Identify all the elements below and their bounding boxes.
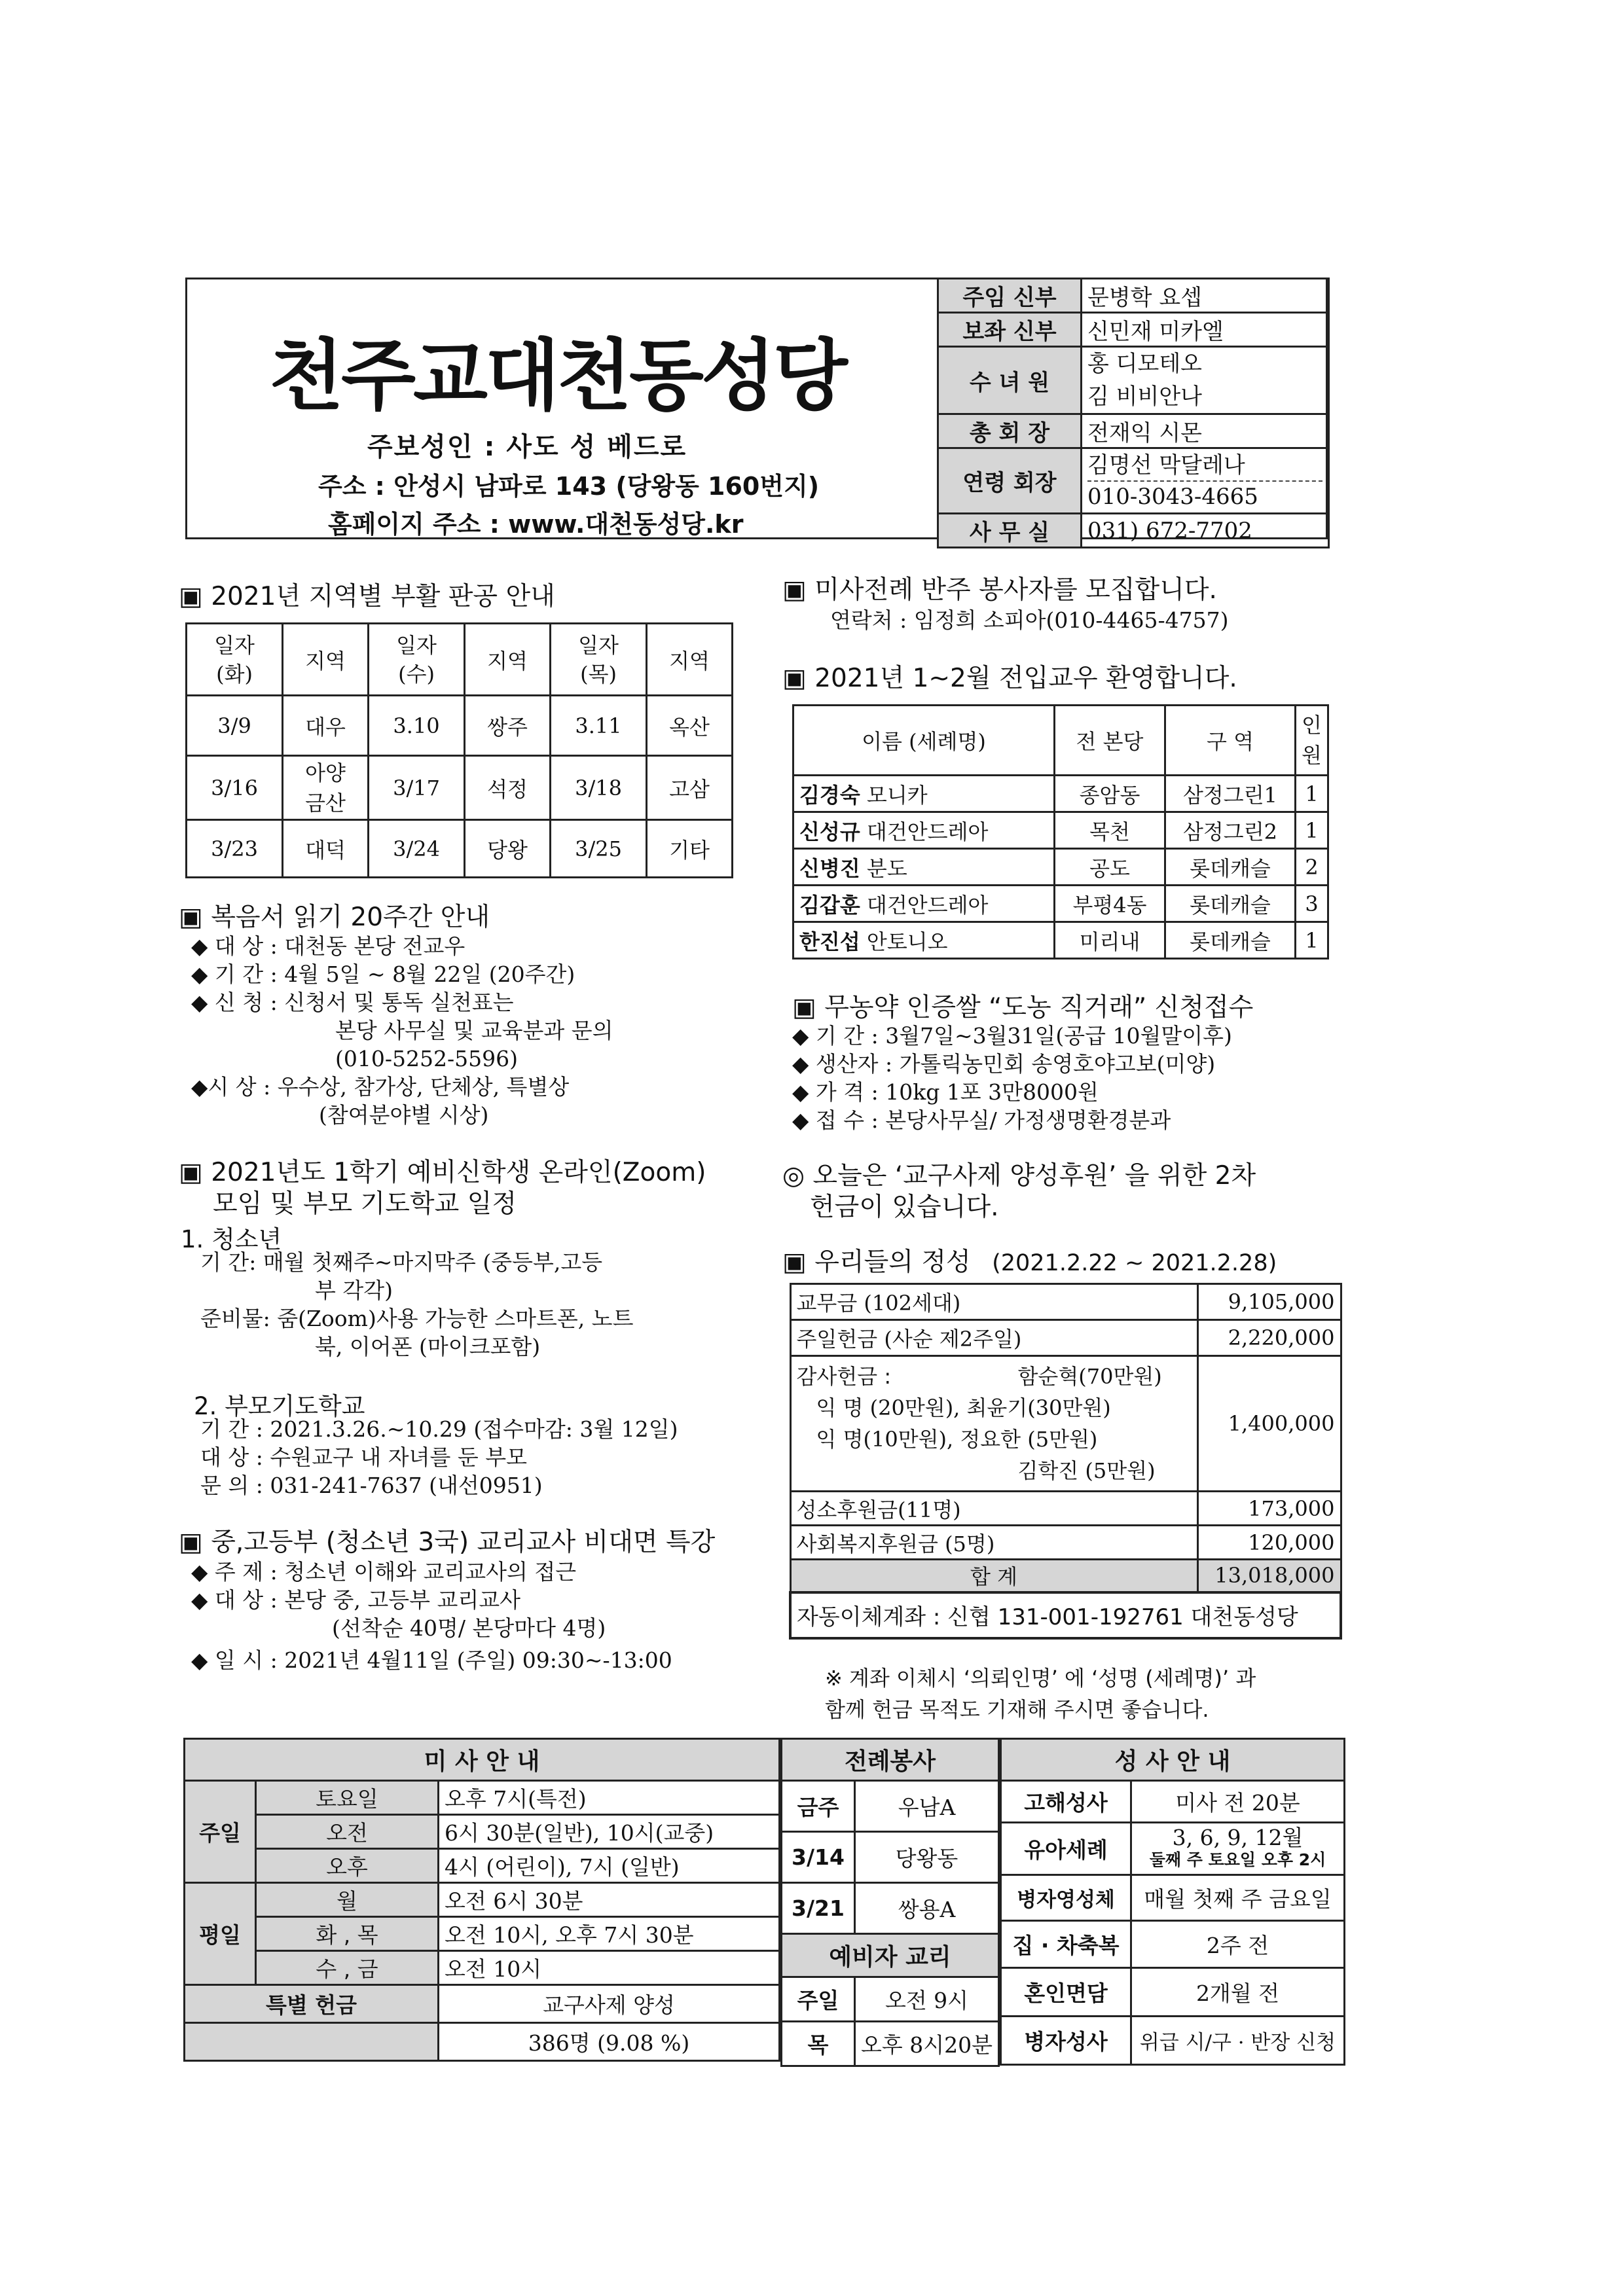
sacrament-info-cell (1131, 1823, 1345, 1875)
offering-amount: 120,000 (1197, 1526, 1341, 1560)
easter-table (185, 622, 733, 878)
seminary-heading-line: 모임 및 부모 기도학교 일정 (213, 1189, 517, 1219)
staff-role: 보좌 신부 (938, 313, 1082, 347)
table-row (1001, 1823, 1345, 1875)
table-row (1001, 1875, 1345, 1921)
easter-area: 쌍주 (465, 696, 551, 756)
sacrament-name: 집 · 차축복 (1001, 1921, 1131, 1968)
sacrament-name: 병자영성체 (1001, 1875, 1131, 1921)
easter-date: 3/17 (368, 756, 464, 820)
table-row (793, 886, 1328, 922)
staff-role: 주임 신부 (938, 279, 1082, 313)
mass-sunday-label: 주일 (185, 1781, 256, 1883)
offering-note-line: 함께 헌금 목적도 기재해 주시면 좋습니다. (825, 1697, 1209, 1722)
mass-time: 4시 (어린이), 7시 (일반) (439, 1849, 780, 1883)
staff-table (937, 278, 1330, 548)
easter-date: 3/24 (368, 820, 464, 878)
staff-role: 연령 회장 (938, 448, 1082, 514)
offering-total-label: 합 계 (790, 1560, 1197, 1592)
newcomers-col: 인 원 (1296, 706, 1328, 776)
table-row (793, 812, 1328, 849)
staff-name: 031) 672-7702 (1082, 514, 1329, 548)
table-row (782, 1832, 999, 1883)
liturgy-title: 전례봉사 (782, 1739, 999, 1781)
newcomer-baptismal: 대건안드레아 (866, 892, 989, 918)
table-row (790, 1356, 1341, 1492)
newcomer-district: 롯데캐슬 (1165, 886, 1296, 922)
easter-col-area: 지역 (465, 624, 551, 696)
easter-col-area: 지역 (283, 624, 369, 696)
mass-day: 월 (256, 1883, 439, 1917)
mass-table (183, 1738, 780, 2062)
newcomers-col: 이름 (세례명) (793, 706, 1055, 776)
mass-day: 오전 (256, 1815, 439, 1849)
easter-area: 당왕 (465, 820, 551, 878)
gospel-line: (010-5252-5596) (335, 1046, 519, 1071)
easter-heading: ▣ 2021년 지역별 부활 판공 안내 (179, 582, 555, 611)
newcomers-col: 전 본당 (1055, 706, 1165, 776)
easter-area: 석정 (465, 756, 551, 820)
mass-day: 수 , 금 (256, 1951, 439, 1985)
seminary-line: 대 상 : 수원교구 내 자녀를 둔 부모 (200, 1444, 527, 1470)
table-row (790, 1284, 1341, 1320)
offering-amount: 173,000 (1197, 1492, 1341, 1526)
rice-line: ◆ 생산자 : 가톨릭농민회 송영호야고보(미양) (792, 1051, 1216, 1077)
offering-note-block (825, 1662, 1256, 1725)
sacrament-info: 3, 6, 9, 12월 (1172, 1824, 1304, 1850)
staff-name: 홍 디모테오 (1087, 351, 1203, 377)
table-row (185, 1781, 780, 1815)
staff-name: 김명선 막달레나 (1087, 450, 1322, 482)
newcomers-table (792, 704, 1329, 960)
staff-name: 전재익 시몬 (1082, 414, 1329, 448)
special-offering-blank (185, 2023, 439, 2061)
newcomer-name (793, 922, 1055, 959)
offering-total-amount: 13,018,000 (1197, 1560, 1341, 1592)
offering-amount: 9,105,000 (1197, 1284, 1341, 1320)
staff-phone: 010-3043-4665 (1087, 483, 1258, 510)
easter-col-date: 일자 (목) (550, 624, 646, 696)
offering-note: (사순 제2주일) (884, 1327, 1022, 1352)
easter-date: 3.11 (550, 696, 646, 756)
sacrament-info: 매월 첫째 주 금요일 (1131, 1875, 1345, 1921)
teacher-line: ◆ 대 상 : 본당 중, 고등부 교리교사 (191, 1587, 520, 1613)
table-row (1001, 1781, 1345, 1823)
teacher-body (191, 1558, 672, 1674)
offering-label (790, 1320, 1197, 1356)
table-row (790, 1526, 1341, 1560)
table-row (185, 1815, 780, 1849)
catechumen-time: 오전 9시 (855, 1977, 999, 2022)
seminary-line: 기 간: 매월 첫째주~마지막주 (중등부,고등 (200, 1249, 603, 1275)
sacrament-info: 2개월 전 (1131, 1968, 1345, 2017)
table-row (793, 849, 1328, 886)
newcomer-count: 3 (1296, 886, 1328, 922)
mass-time: 오전 10시, 오후 7시 30분 (439, 1917, 780, 1951)
offering-label (790, 1284, 1197, 1320)
seminary-heading (179, 1157, 706, 1220)
offering-label-text: 주일헌금 (796, 1327, 878, 1352)
easter-date: 3.10 (368, 696, 464, 756)
offering-label-text: 성소후원금 (796, 1497, 898, 1522)
special-offering-count: 386명 (9.08 %) (439, 2023, 780, 2061)
sacrament-name: 혼인면담 (1001, 1968, 1131, 2017)
table-row (782, 2022, 999, 2066)
staff-role: 총 회 장 (938, 414, 1082, 448)
offering-detail: 익 명(10만원), 정요한 (5만원) (816, 1427, 1098, 1452)
catechumen-day: 목 (782, 2022, 855, 2066)
newcomer-name (793, 886, 1055, 922)
easter-area: 아양 금산 (283, 756, 369, 820)
altar-contact: 연락처 : 임정희 소피아(010-4465-4757) (830, 607, 1229, 633)
sacrament-title: 성 사 안 내 (1001, 1739, 1345, 1781)
mass-time: 오후 7시(특전) (439, 1781, 780, 1815)
seminary-line: 북, 이어폰 (마이크포함) (315, 1334, 541, 1359)
newcomers-heading: ▣ 2021년 1~2월 전입교우 환영합니다. (782, 664, 1237, 693)
table-row (790, 1560, 1341, 1592)
newcomer-count: 2 (1296, 849, 1328, 886)
newcomer-name (793, 812, 1055, 849)
seminary-line: 기 간 : 2021.3.26.~10.29 (접수마감: 3월 12일) (200, 1416, 678, 1442)
table-row (790, 1492, 1341, 1526)
newcomer-name (793, 849, 1055, 886)
table-row (793, 776, 1328, 812)
newcomer-district: 롯데캐슬 (1165, 849, 1296, 886)
offering-label-text: 감사헌금 : (796, 1364, 892, 1389)
seminary-line: 부 각각) (315, 1278, 393, 1303)
offering-label (790, 1492, 1197, 1526)
catechumen-title: 예비자 교리 (782, 1934, 999, 1977)
easter-area: 대덕 (283, 820, 369, 878)
easter-date: 3/18 (550, 756, 646, 820)
newcomer-parish: 공도 (1055, 849, 1165, 886)
offering-note-line: ※ 계좌 이체시 ‘의뢰인명’ 에 ‘성명 (세례명)’ 과 (825, 1666, 1256, 1691)
catechumen-day: 주일 (782, 1977, 855, 2022)
easter-date: 3/16 (187, 756, 283, 820)
easter-date: 3/9 (187, 696, 283, 756)
table-row (1001, 1968, 1345, 2017)
gospel-line: (참여분야별 시상) (319, 1102, 489, 1128)
newcomer-baptismal: 안토니오 (866, 929, 948, 954)
easter-area: 옥산 (647, 696, 733, 756)
offering-detail: 익 명 (20만원), 최윤기(30만원) (816, 1395, 1111, 1420)
newcomer-district: 롯데캐슬 (1165, 922, 1296, 959)
staff-role: 수 녀 원 (938, 347, 1082, 414)
table-row (185, 1917, 780, 1951)
newcomer-baptismal: 분도 (866, 855, 907, 881)
newcomer-name (793, 776, 1055, 812)
teacher-line: ◆ 일 시 : 2021년 4월11일 (주일) 09:30~-13:00 (191, 1647, 672, 1673)
sacrament-name: 유아세례 (1001, 1823, 1131, 1875)
seminary-line: 문 의 : 031-241-7637 (내선0951) (200, 1473, 543, 1498)
gospel-heading: ▣ 복음서 읽기 20주간 안내 (179, 903, 490, 932)
special-offering-name: 교구사제 양성 (439, 1985, 780, 2023)
table-row (782, 1781, 999, 1832)
liturgy-date: 3/21 (782, 1883, 855, 1934)
mass-time: 오전 6시 30분 (439, 1883, 780, 1917)
seminary-sub1: 1. 청소년 (181, 1225, 282, 1253)
liturgy-group: 쌍용A (855, 1883, 999, 1934)
address: 주소 : 안성시 남파로 143 (당왕동 160번지) (318, 472, 820, 501)
newcomer-parish: 종암동 (1055, 776, 1165, 812)
rice-line: ◆ 기 간 : 3월7일~3월31일(공급 10월말이후) (792, 1023, 1232, 1049)
staff-role: 사 무 실 (938, 514, 1082, 548)
newcomer-district: 삼정그린2 (1165, 812, 1296, 849)
table-row (782, 1883, 999, 1934)
table-row (1001, 2017, 1345, 2065)
gospel-body (191, 932, 613, 1129)
sacrament-name: 병자성사 (1001, 2017, 1131, 2065)
staff-name-cell (1082, 448, 1329, 514)
sacrament-name: 고해성사 (1001, 1781, 1131, 1823)
table-row (185, 1849, 780, 1883)
offering-note: (11명) (898, 1497, 961, 1522)
teacher-heading: ▣ 중,고등부 (청소년 3국) 교리교사 비대면 특강 (179, 1528, 716, 1557)
liturgy-table (780, 1738, 1000, 2067)
newcomer-count: 1 (1296, 922, 1328, 959)
mass-time: 오전 10시 (439, 1951, 780, 1985)
sacrament-table (1000, 1738, 1345, 2066)
offering-label-text: 사회복지후원금 (796, 1531, 938, 1556)
table-row (187, 756, 733, 820)
rice-line: ◆ 접 수 : 본당사무실/ 가정생명환경분과 (792, 1107, 1171, 1133)
newcomer-district: 삼정그린1 (1165, 776, 1296, 812)
offering-table (789, 1283, 1342, 1640)
patron-saint: 주보성인 : 사도 성 베드로 (367, 432, 687, 462)
mass-day: 토요일 (256, 1781, 439, 1815)
mass-time: 6시 30분(일반), 10시(교중) (439, 1815, 780, 1849)
newcomer-parish: 목천 (1055, 812, 1165, 849)
offering-title: ▣ 우리들의 정성 (782, 1247, 971, 1277)
offering-note: (5명) (945, 1531, 995, 1556)
newcomer-name-text: 한진섭 (799, 929, 860, 954)
staff-name: 문병학 요셉 (1082, 279, 1329, 313)
gospel-line: 본당 사무실 및 교육분과 문의 (335, 1018, 613, 1043)
special-offering-label: 특별 헌금 (185, 1985, 439, 2023)
teacher-line: ◆ 주 제 : 청소년 이해와 교리교사의 접근 (191, 1559, 577, 1585)
table-row (185, 1951, 780, 1985)
newcomer-parish: 미리내 (1055, 922, 1165, 959)
table-row (187, 820, 733, 878)
offering-label-text: 교무금 (796, 1291, 858, 1316)
second-collection-line: ◎ 오늘은 ‘교구사제 양성후원’ 을 위한 2차 (782, 1161, 1256, 1191)
liturgy-date: 금주 (782, 1781, 855, 1832)
table-row (1001, 1921, 1345, 1968)
staff-name: 김 비비안나 (1087, 384, 1203, 410)
gospel-line: ◆ 신 청 : 신청서 및 통독 실천표는 (191, 990, 514, 1015)
mass-weekday-label: 평일 (185, 1883, 256, 1985)
gospel-line: ◆ 대 상 : 대천동 본당 전교우 (191, 933, 465, 959)
liturgy-group: 당왕동 (855, 1832, 999, 1883)
liturgy-date: 3/14 (782, 1832, 855, 1883)
offering-thanks (790, 1356, 1197, 1492)
newcomer-name-text: 김경숙 (799, 782, 860, 808)
easter-date: 3/25 (550, 820, 646, 878)
seminary-body2 (200, 1415, 678, 1499)
homepage: 홈페이지 주소 : www.대천동성당.kr (328, 510, 744, 539)
newcomers-col: 구 역 (1165, 706, 1296, 776)
offering-detail: 김학진 (5만원) (1017, 1458, 1156, 1483)
easter-area: 대우 (283, 696, 369, 756)
easter-col-date: 일자 (수) (368, 624, 464, 696)
catechumen-time: 오후 8시20분 (855, 2022, 999, 2066)
gospel-line: ◆시 상 : 우수상, 참가상, 단체상, 특별상 (191, 1074, 570, 1100)
sacrament-info: 위급 시/구 · 반장 신청 (1131, 2017, 1345, 2065)
sacrament-info: 미사 전 20분 (1131, 1781, 1345, 1823)
seminary-body1 (200, 1248, 744, 1361)
sacrament-info-sub: 둘째 주 토요일 오후 2시 (1149, 1850, 1326, 1869)
offering-detail: 함순혁(70만원) (1017, 1364, 1162, 1389)
newcomer-baptismal: 모니카 (866, 782, 928, 808)
easter-col-area: 지역 (647, 624, 733, 696)
seminary-sub2: 2. 부모기도학교 (194, 1392, 365, 1420)
sacrament-info: 2주 전 (1131, 1921, 1345, 1968)
offering-account: 자동이체계좌 : 신협 131-001-192761 대천동성당 (790, 1592, 1341, 1638)
liturgy-group: 우남A (855, 1781, 999, 1832)
staff-name: 신민재 미카엘 (1082, 313, 1329, 347)
easter-col-date: 일자 (화) (187, 624, 283, 696)
staff-name-cell (1082, 347, 1329, 414)
newcomer-name-text: 신성규 (799, 819, 860, 844)
seminary-line: 준비물: 줌(Zoom)사용 가능한 스마트폰, 노트 (200, 1306, 634, 1331)
masthead (185, 278, 1328, 546)
table-row (782, 1977, 999, 2022)
table-row (185, 1883, 780, 1917)
table-row (790, 1320, 1341, 1356)
teacher-line: (선착순 40명/ 본당마다 4명) (332, 1615, 606, 1641)
offering-heading (782, 1247, 1277, 1279)
offering-note: (102세대) (864, 1291, 961, 1316)
second-collection (782, 1160, 1256, 1223)
gospel-line: ◆ 기 간 : 4월 5일 ~ 8월 22일 (20주간) (191, 961, 575, 987)
altar-heading: ▣ 미사전례 반주 봉사자를 모집합니다. (782, 575, 1217, 605)
newcomer-baptismal: 대건안드레아 (866, 819, 989, 844)
easter-date: 3/23 (187, 820, 283, 878)
mass-day: 화 , 목 (256, 1917, 439, 1951)
newcomer-name-text: 신병진 (799, 855, 860, 881)
offering-amount: 1,400,000 (1197, 1356, 1341, 1492)
second-collection-line: 헌금이 있습니다. (810, 1193, 999, 1222)
easter-area: 기타 (647, 820, 733, 878)
offering-amount: 2,220,000 (1197, 1320, 1341, 1356)
mass-title: 미 사 안 내 (185, 1739, 780, 1781)
newcomer-parish: 부평4동 (1055, 886, 1165, 922)
newcomer-count: 1 (1296, 776, 1328, 812)
offering-label (790, 1526, 1197, 1560)
mass-day: 오후 (256, 1849, 439, 1883)
easter-area: 고삼 (647, 756, 733, 820)
rice-heading: ▣ 무농약 인증쌀 “도농 직거래” 신청접수 (792, 993, 1254, 1022)
rice-line: ◆ 가 격 : 10kg 1포 3만8000원 (792, 1079, 1099, 1105)
parish-title: 천주교대천동성당 (269, 331, 845, 421)
table-row (187, 696, 733, 756)
table-row (793, 922, 1328, 959)
seminary-heading-line: ▣ 2021년도 1학기 예비신학생 온라인(Zoom) (179, 1158, 706, 1187)
offering-period: (2021.2.22 ~ 2021.2.28) (992, 1250, 1277, 1276)
rice-body (792, 1022, 1232, 1134)
newcomer-name-text: 김갑훈 (799, 892, 860, 918)
newcomer-count: 1 (1296, 812, 1328, 849)
